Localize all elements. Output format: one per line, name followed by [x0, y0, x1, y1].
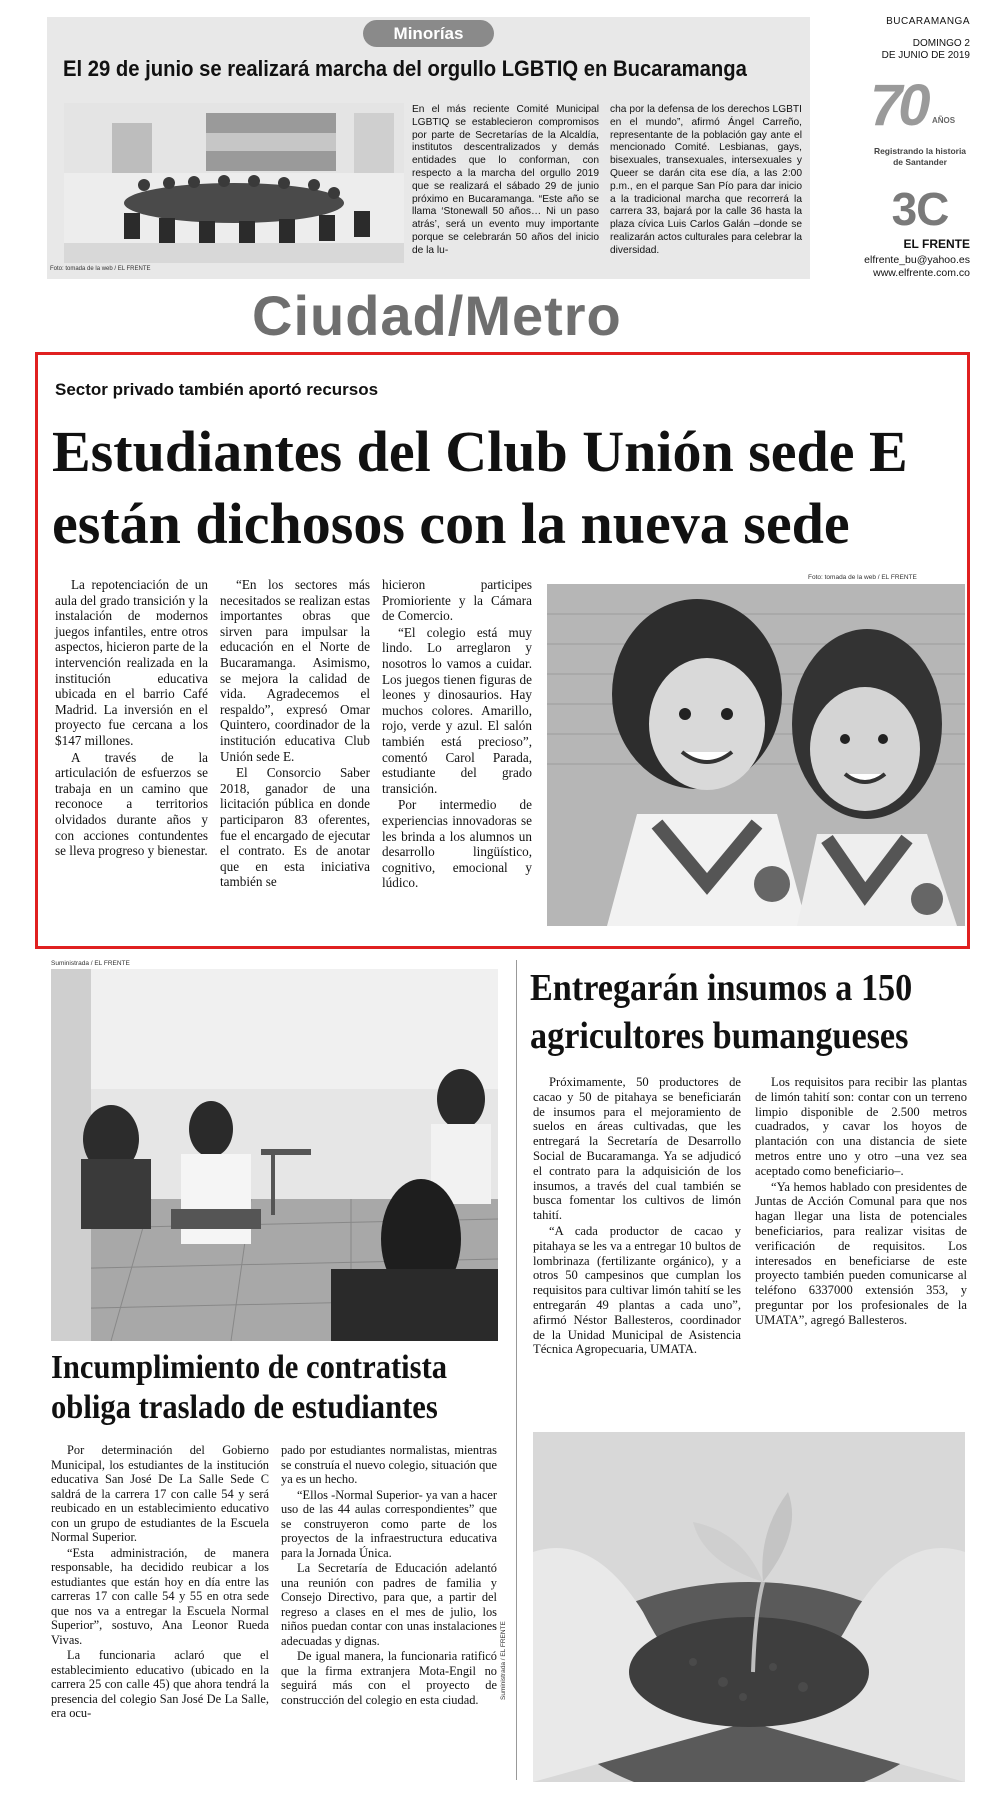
anniversary-line-2: de Santander	[893, 157, 947, 167]
paragraph: “El colegio está muy lindo. Lo arreglaron y nosotros lo vamos a cuidar. Los juegos tienen figuras de leones y dinosaurios. Hay muchos colores. Amarillo, rojo, verde y azul. El salón también está precioso”, comentó Carol Parada, estudiante del grado transición.	[382, 624, 532, 796]
paragraph: La repotenciación de un aula del grado transición y la instalación de modernos juegos infantiles, entre otros aspectos, hicieron parte de la intervención realizada en la institución educativa ubicada en el barrio Café Madrid. La inversión en el proyecto fue cercana a los $147 millones.	[55, 577, 208, 748]
paragraph: hicieron participes Promioriente y la Cámara de Comercio.	[382, 577, 532, 624]
column-divider	[516, 960, 517, 1780]
contact-website: www.elfrente.com.co	[873, 267, 970, 279]
right-col-2	[755, 1075, 967, 1329]
paragraph: El Consorcio Saber 2018, ganador de una licitación pública en donde participaron 83 oferentes, fue el encargado de ejecutar el contrato. Es de anotar que en esta iniciativa también se	[220, 765, 370, 890]
paragraph: La Secretaría de Educación adelantó una reunión con padres de familia y Consejo Directivo, para que, a partir del regreso a clases en el mes de julio, los niños puedan contar con unas instalaciones adecuadas y dignas.	[281, 1561, 497, 1648]
main-kicker: Sector privado también aportó recursos	[55, 380, 379, 399]
main-col-2	[220, 577, 370, 891]
top-news-box	[47, 17, 810, 279]
paragraph: Por determinación del Gobierno Municipal, los estudiantes de la institución educativa San José De La Salle Sede C saldrá de la carrera 17 con calle 54 y será reubicado en un establecimiento educativo con un grupo de estudiantes de la Escuela Normal Superior.	[51, 1443, 269, 1544]
left-col-1	[51, 1443, 269, 1722]
paragraph: “A cada productor de cacao y pitahaya se les va a entregar 10 bultos de lombrinaza (fertilizante orgánico), y a otros 50 campesinos que cumplan los requisitos para cultivar limón tahití se les entregarán 49 plantas a cada uno”, afirmó Néstor Ballesteros, coordinador de la Unidad Municipal de Asistencia Técnica Agropecuaria, UMATA.	[533, 1223, 741, 1357]
anniversary-logo	[870, 73, 970, 180]
main-headline-1: Estudiantes del Club Unión sede E	[52, 419, 908, 484]
left-headline-1: Incumplimiento de contratista	[51, 1349, 448, 1386]
right-headline-2: agricultores bumangueses	[530, 1015, 909, 1057]
paragraph: “En los sectores más necesitados se realizan estas importantes obras que sirven para impulsar la educación en el Norte de Bucaramanga. Asimismo, se mejora la calidad de vida. Agradecemos el respaldo”, expresó Omar Quintero, coordinador de la institución educativa Club Unión sede E.	[220, 577, 370, 764]
paragraph: “Ellos -Normal Superior- ya van a hacer uso de las 44 aulas correspondientes” que se construyeron como parte de los proyectos de la infraestructura educativa para la Jornada Única.	[281, 1487, 497, 1560]
masthead-city: BUCARAMANGA	[886, 16, 970, 27]
left-col-2	[281, 1443, 497, 1708]
meeting-photo-graphic	[64, 103, 404, 263]
left-headline-2: obliga traslado de estudiantes	[51, 1389, 438, 1426]
classroom-photo-graphic	[51, 969, 498, 1341]
paragraph: A través de la articulación de esfuerzos se trabaja en un camino que reconoce a territorios olvidados durante años y con acciones contundentes se lleva progreso y bienestar.	[55, 749, 208, 859]
masthead-date-1: DOMINGO 2	[912, 38, 970, 49]
section-label	[363, 20, 494, 47]
right-photo-credit: Suministrada / EL FRENTE	[500, 1621, 507, 1700]
meeting-photo	[64, 103, 404, 263]
seedling-photo-graphic	[533, 1432, 965, 1782]
section-label-text: Minorías	[393, 24, 464, 43]
paragraph: “Ya hemos hablado con presidentes de Juntas de Acción Comunal para que nos hagan llegar una lista de potenciales beneficiarios, para realizar visitas de verificación de requisitos. Los interesados en beneficiarse de este proyecto también pueden comunicarse al teléfono 6337000 extensión 353, y preguntar por los profesionales de la UMATA”, agregó Ballesteros.	[755, 1179, 967, 1327]
paragraph: Próximamente, 50 productores de cacao y 50 de pitahaya se beneficiarán de insumos para el mejoramiento de suelos en áreas cultivadas, que les entregará la Secretaría de Desarrollo Social de Bucaramanga. Ya se adjudicó el contrato para la adquisición de los insumos, a través del cual también se busca fomentar los cultivos de limón tahití.	[533, 1075, 741, 1223]
left-photo-credit: Suministrada / EL FRENTE	[51, 960, 130, 967]
main-photo-credit: Foto: tomada de la web / EL FRENTE	[808, 574, 917, 581]
page-number: 3C	[891, 183, 949, 235]
main-headline-2: están dichosos con la nueva sede	[52, 491, 850, 556]
students-photo	[547, 584, 965, 926]
paragraph: Por intermedio de experiencias innovadoras se les brinda a los alumnos un desarrollo lingüístico, cognitivo, emocional y lúdico.	[382, 797, 532, 891]
seedling-photo	[533, 1432, 965, 1782]
paragraph: La funcionaria aclaró que el establecimiento educativo (ubicado en la carrera 25 con calle 45) que ahora tendrá la presencia del colegio San José De La Salle, era ocu-	[51, 1648, 269, 1720]
anniversary-line-1: Registrando la historia	[873, 146, 967, 156]
main-article-frame	[35, 352, 970, 949]
section-title: Ciudad/Metro	[252, 284, 622, 347]
main-col-1	[55, 577, 208, 860]
anniversary-suffix: AÑOS	[932, 116, 956, 125]
paragraph: Los requisitos para recibir las plantas de limón tahití son: contar con un terreno limpio disponible de 2.500 metros cuadrados, y cavar los hoyos de plantación con una distancia de siete metros entre uno y otro –una vez sea aceptado como beneficiario–.	[755, 1075, 967, 1178]
anniversary-number: 70	[870, 73, 927, 138]
paper-name: EL FRENTE	[903, 237, 970, 251]
paragraph: De igual manera, la funcionaria ratificó que la firma extranjera Mota-Engil no seguirá más con el proyecto de construcción del colegio en esta ciudad.	[281, 1649, 497, 1707]
masthead-date-2: DE JUNIO DE 2019	[881, 50, 970, 61]
paragraph: “Esta administración, de manera responsable, ha decidido reubicar a los estudiantes que están hoy en día entre las carreras 17 con calle 54 y 55 en otra sede que nos va a entregar la Escuela Normal Superior”, sostuvo, Ana Leonor Rueda Vivas.	[51, 1545, 269, 1647]
top-col-2: cha por la defensa de los derechos LGBTI en el mundo”, afirmó Ángel Carreño, representante de la población gay ante el mencionado Comité. Lesbianas, gays, bisexuales, transexuales, intersexuales y Queer se darán cita ese día, a las 2:00 p.m., en el parque San Pío para dar inicio a la tradicional marcha que recorrerá la carrera 33, bajará por la calle 36 hasta la plaza cívica Luis Carlos Galán –donde se realizarán actos culturales para celebrar la diversidad.	[610, 104, 802, 256]
paragraph: pado por estudiantes normalistas, mientras se construía el nuevo colegio, situación que ya es un hecho.	[281, 1443, 497, 1486]
classroom-photo	[51, 969, 498, 1341]
top-photo-credit: Foto: tomada de la web / EL FRENTE	[50, 266, 151, 272]
right-headline-1: Entregarán insumos a 150	[530, 967, 913, 1009]
main-col-3	[382, 577, 532, 892]
top-headline: El 29 de junio se realizará marcha del orgullo LGBTIQ en Bucaramanga	[63, 56, 747, 81]
top-col-1: En el más reciente Comité Municipal LGBTIQ se establecieron compromisos por parte de Secretarías de la Alcaldía, institutos descentralizados y demás entidades que lo conforman, con respecto a la marcha del orgullo 2019 que se realizará el sábado 29 de junio próximo en Bucaramanga. “Este año se llama ‘Stonewall 50 años… Ni un paso atrás’, será un evento muy importante porque se celebrarán 50 años del inicio de la lu-	[412, 104, 599, 256]
right-col-1	[533, 1075, 741, 1358]
contact-email: elfrente_bu@yahoo.es	[864, 254, 970, 266]
students-photo-graphic	[547, 584, 965, 926]
